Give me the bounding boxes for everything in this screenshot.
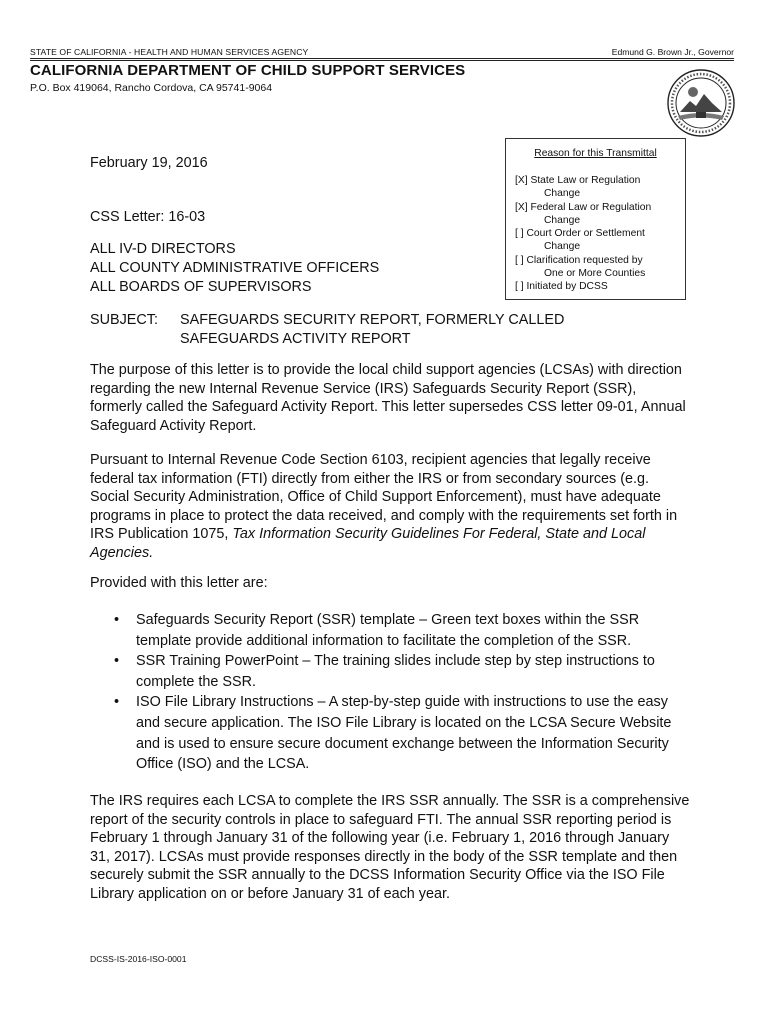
reason-item: [X] State Law or Regulation Change (515, 175, 641, 200)
ssr-requirement-paragraph: The IRS requires each LCSA to complete the IRS SSR annually. The SSR is a comprehensive report of the security controls in place to safeguard FTI. The annual SSR reporting period is February 1 through January 31 of the following year (i.e. February 1, 2016 through January 31, 2017). LCSAs must provide responses directly in the body of the SSR template and then securely submit the SSR annually to the DCSS Information Security Office via the ISO File Library application on or before January 31 of each year. (90, 793, 690, 902)
purpose-paragraph: The purpose of this letter is to provide the local child support agencies (LCSAs) with direction regarding the new Internal Revenue Service (IRS) Safeguards Security Report (SSR), formerly called the Safeguard Activity Report. This letter supersedes CSS letter 09-01, Annual Safeguard Activity Report. (90, 362, 686, 434)
reason-item: [ ] Initiated by DCSS (515, 281, 608, 293)
agency-line: STATE OF CALIFORNIA - HEALTH AND HUMAN SERVICES AGENCY (30, 47, 309, 57)
provided-intro: Provided with this letter are: (90, 575, 268, 591)
pursuant-paragraph: Pursuant to Internal Revenue Code Section 6103, recipient agencies that legally receive federal tax information (FTI) directly from either the IRS or from secondary sources (e.g. Social Security Administration, Office of Child Support Enforcement), must have adequate programs in place to protect the data received, and comply with the requirements set forth in IRS Publication 1075, Tax Information Security Guidelines For Federal, State and Local Agencies. (90, 452, 678, 561)
letter-date: February 19, 2016 (90, 155, 208, 171)
header-rule (30, 58, 734, 59)
recipients-block (90, 240, 379, 297)
bullet-icon: • (114, 694, 120, 711)
subject-label: SUBJECT: (90, 312, 158, 328)
reason-item: [ ] Court Order or Settlement Change (515, 228, 645, 253)
provided-items-list (114, 610, 674, 775)
transmittal-reason-list (515, 174, 651, 294)
governor-line: Edmund G. Brown Jr., Governor (611, 47, 734, 57)
reason-item: [ ] Clarification requested by One or More Counties (515, 254, 646, 280)
transmittal-reason-box (505, 138, 686, 300)
bullet-icon: • (114, 612, 120, 628)
state-seal-icon (666, 68, 736, 138)
recipient-line: ALL IV-D DIRECTORS (90, 241, 236, 257)
css-letter-number: CSS Letter: 16-03 (90, 209, 206, 225)
publication-title: Tax Information Security Guidelines For Federal, State and Local Agencies. (90, 526, 646, 561)
reason-item: [X] Federal Law or Regulation Change (515, 201, 652, 226)
list-item: • ISO File Library Instructions – A step-by-step guide with instructions to use the easy and secure application. The ISO File Library is located on the LCSA Secure Website and is used to ensure secure document exchange between the Information Security Office (ISO) and the LCSA. (114, 694, 672, 773)
list-item: • Safeguards Security Report (SSR) template – Green text boxes within the SSR template provide additional information to facilitate the completion of the SSR. (114, 612, 640, 649)
document-code: DCSS-IS-2016-ISO-0001 (90, 954, 187, 964)
bullet-icon: • (114, 653, 120, 670)
transmittal-reason-title: Reason for this Transmittal (534, 148, 657, 159)
list-item: • SSR Training PowerPoint – The training slides include step by step instructions to complete the SSR. (114, 653, 655, 690)
subject-text: SAFEGUARDS SECURITY REPORT, FORMERLY CALLED SAFEGUARDS ACTIVITY REPORT (180, 312, 565, 347)
recipient-line: ALL COUNTY ADMINISTRATIVE OFFICERS (90, 260, 380, 276)
department-address: P.O. Box 419064, Rancho Cordova, CA 95741-9064 (30, 82, 273, 94)
header-rule-double (30, 60, 734, 61)
recipient-line: ALL BOARDS OF SUPERVISORS (90, 279, 312, 295)
department-title: CALIFORNIA DEPARTMENT OF CHILD SUPPORT SERVICES (30, 62, 466, 79)
